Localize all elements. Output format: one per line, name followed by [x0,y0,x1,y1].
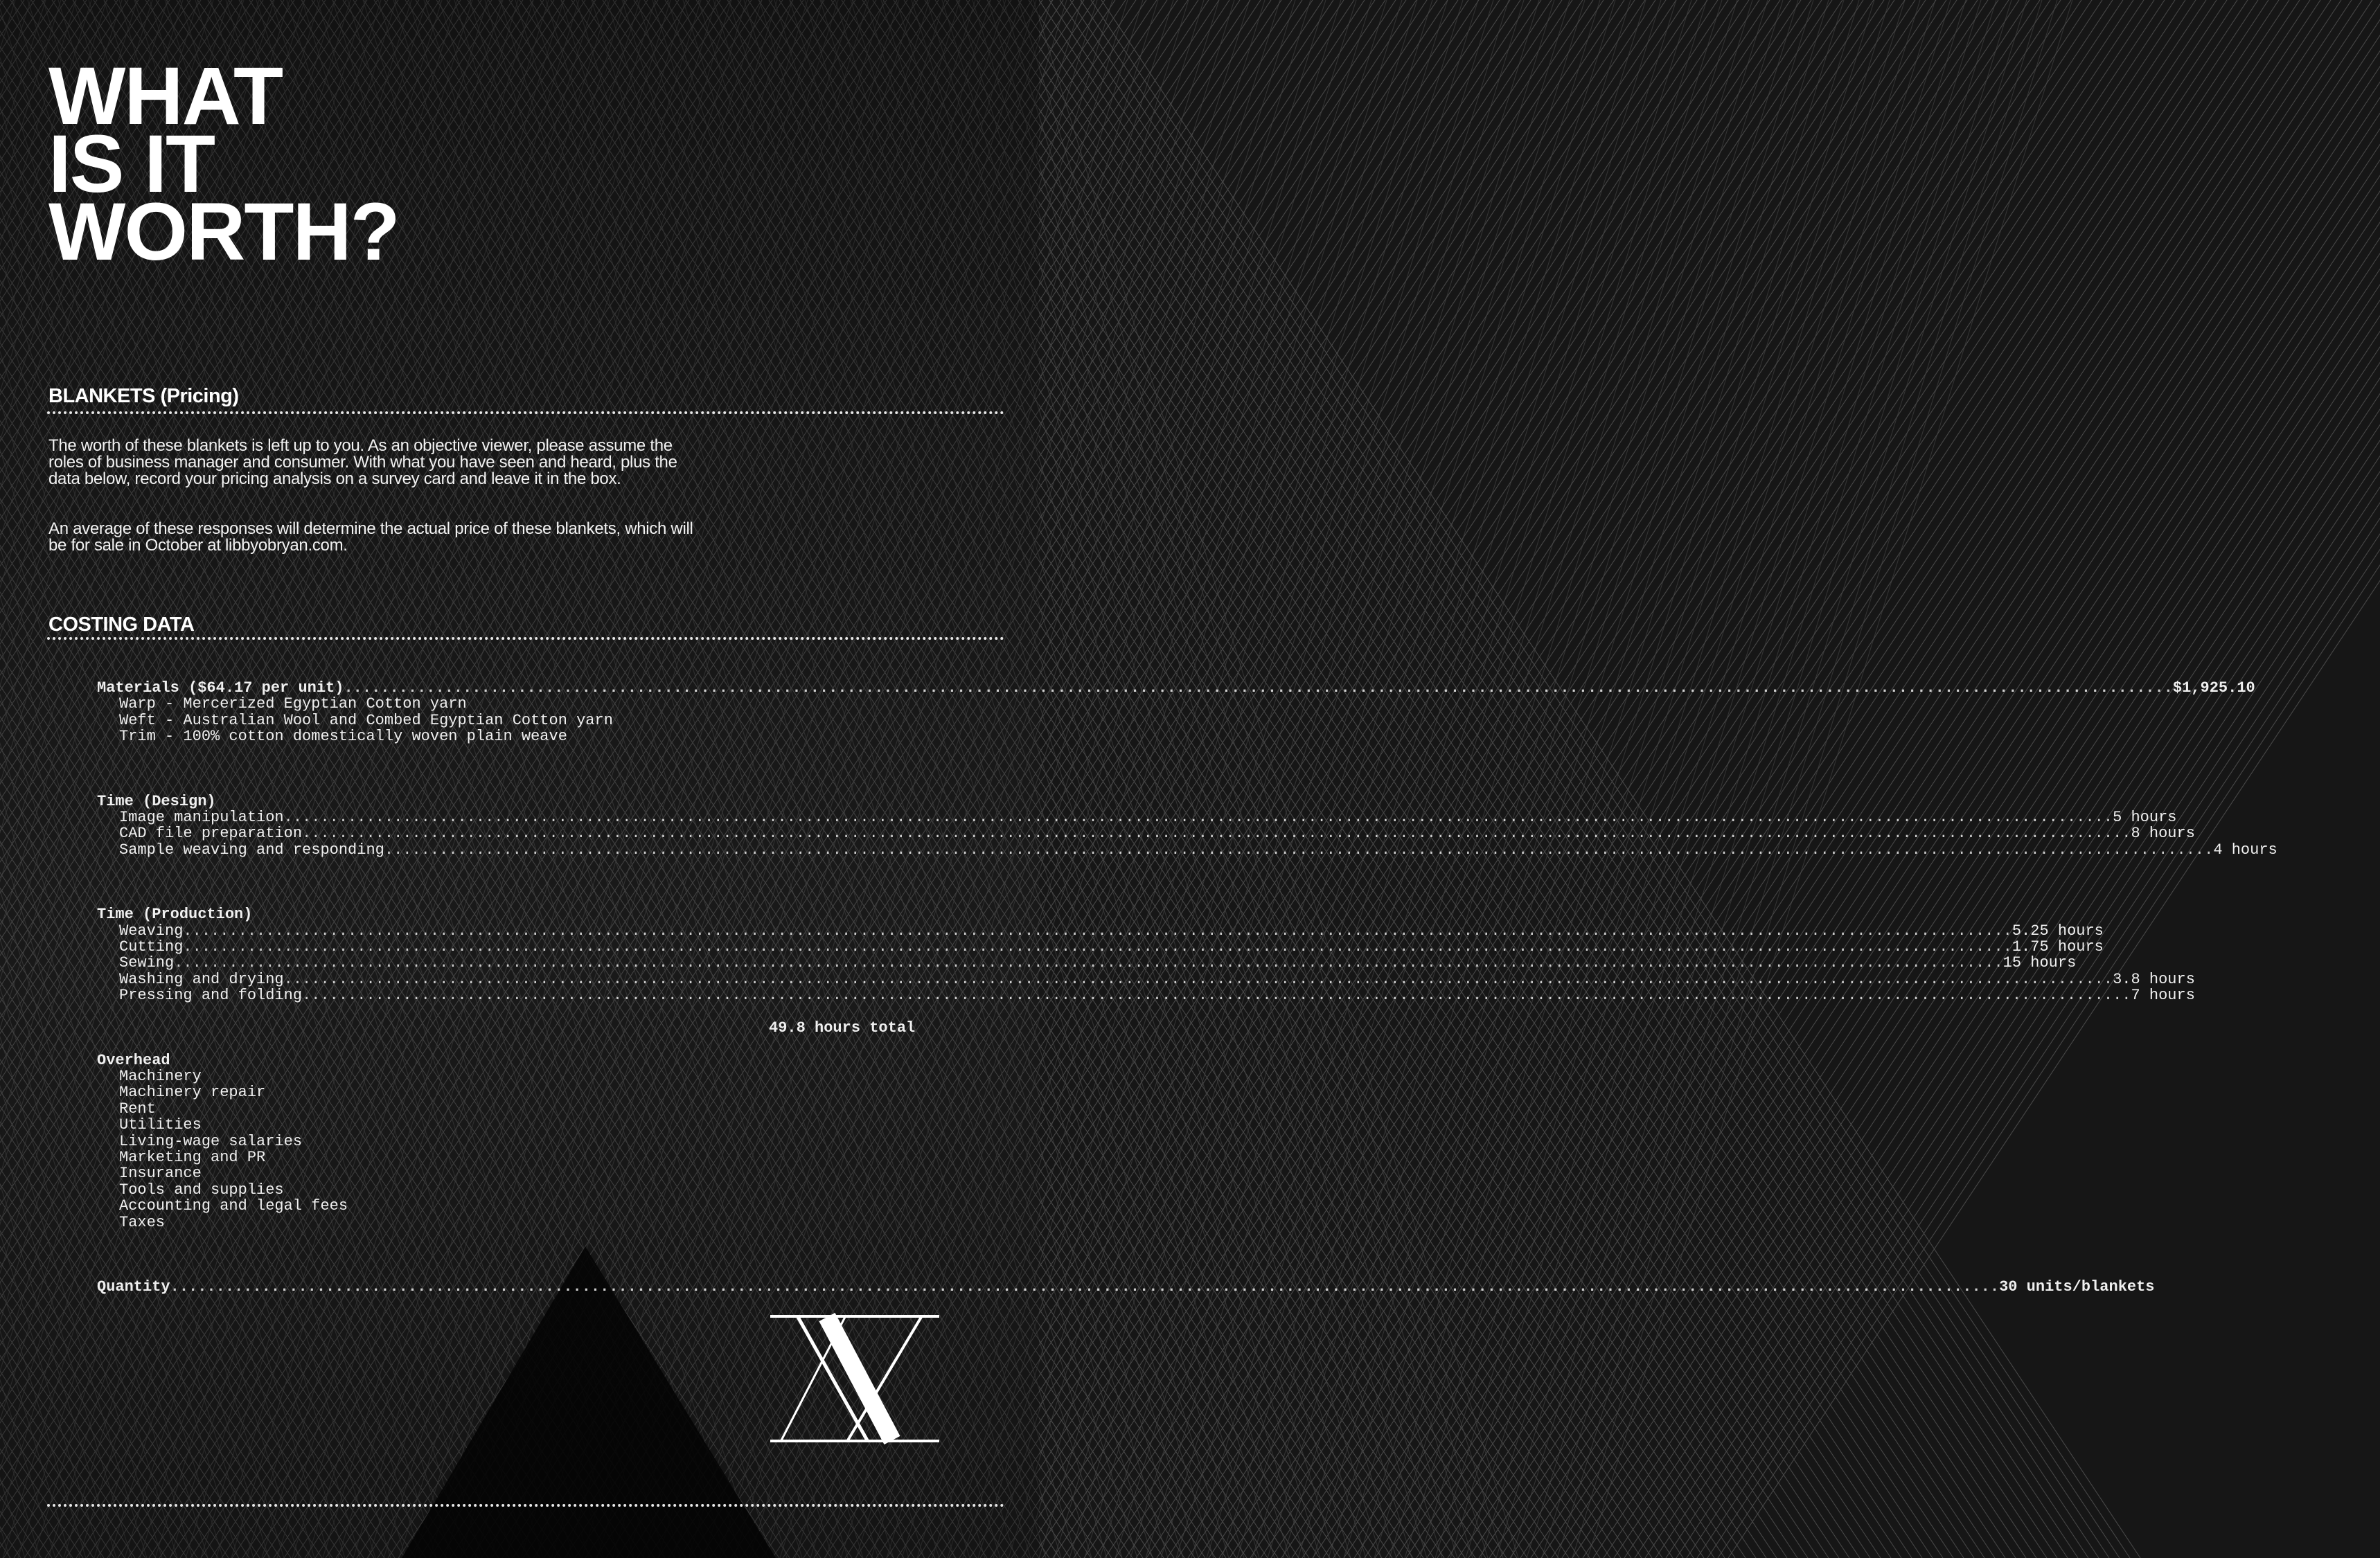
row-label: Washing and drying [119,970,284,988]
pricing-title: BLANKETS (Pricing) [48,385,239,407]
overhead-group [97,1053,970,1230]
materials-item: Warp - Mercerized Egyptian Cotton yarn [119,695,467,713]
overhead-item: Living-wage salaries [119,1132,303,1150]
materials-item: Weft - Australian Wool and Combed Egyptian Cotton yarn [119,711,613,729]
row-value: 15 hours [2002,954,2077,972]
row-label: Cutting [119,938,184,956]
leader-dots: ........................................................................................................................................................................................................ [174,954,2003,972]
leader-dots: ........................................................................................................................................................................................................ [183,922,2012,940]
pricing-paragraph-2: An average of these responses will determine the actual price of these blankets, which will be for sale in October at libbyobryan.com. [48,519,693,555]
footer-divider [47,1504,1004,1507]
overhead-item: Machinery repair [119,1084,266,1102]
costing-title: COSTING DATA [48,614,195,636]
leader-dots: ........................................................................................................................................................................................................ [344,679,2173,697]
leader-dots: ........................................................................................................................................................................................................ [384,841,2214,859]
row-label: Image manipulation [119,808,284,826]
time-design-row [97,825,2195,843]
overhead-item: Rent [119,1100,156,1118]
double-x-monogram-icon [770,1314,939,1443]
row-value: 7 hours [2131,987,2195,1005]
time-production-row [97,954,2077,972]
time-production-row [97,938,2104,956]
materials-item: Trim - 100% cotton domestically woven plain weave [119,728,567,746]
row-label: Sewing [119,954,175,972]
time-design-group [97,792,2277,859]
materials-value: $1,925.10 [2172,679,2255,697]
row-value: 5 hours [2113,808,2177,826]
overhead-item: Insurance [119,1165,202,1183]
overhead-item: Accounting and legal fees [119,1197,348,1215]
row-value: 8 hours [2131,825,2195,843]
time-production-row [97,987,2195,1005]
materials-group [97,679,2255,746]
headline [48,51,399,278]
time-production-row [97,970,2195,988]
costing-data [97,679,2277,1296]
quantity-label: Quantity [97,1278,170,1296]
headline-line-2: IS IT [48,118,215,210]
headline-line-3: WORTH? [48,186,399,278]
row-label: Weaving [119,922,184,940]
row-value: 1.75 hours [2012,938,2104,956]
costing-divider [47,637,1004,640]
row-label: Pressing and folding [119,987,303,1005]
overhead-item: Taxes [119,1213,166,1231]
time-design-row [97,808,2177,826]
time-design-row [97,841,2277,859]
time-production-row [97,922,2104,940]
leader-dots: ........................................................................................................................................................................................................ [283,808,2113,826]
leader-dots: ........................................................................................................................................................................................................ [302,825,2131,843]
row-label: CAD file preparation [119,825,303,843]
time-production-group [97,906,2195,1037]
overhead-item: Utilities [119,1116,202,1134]
headline-line-1: WHAT [48,51,283,142]
overhead-item: Machinery [119,1068,202,1086]
quantity-value: 30 units/blankets [1999,1278,2155,1296]
row-value: 3.8 hours [2113,970,2195,988]
leader-dots: ........................................................................................................................................................................................................ [302,987,2131,1005]
overhead-item: Marketing and PR [119,1148,266,1166]
materials-label: Materials ($64.17 per unit) [97,679,344,697]
row-label: Sample weaving and responding [119,841,384,859]
leader-dots: ........................................................................................................................................................................................................ [183,938,2012,956]
pricing-paragraph-1: The worth of these blankets is left up to you. As an objective viewer, please assume the roles of business manager and consumer. With what you have seen and heard, plus the data below, record your pricing analysis on a survey card and leave it in the box. [48,436,677,488]
row-value: 4 hours [2213,841,2277,859]
pricing-divider [47,411,1004,414]
quantity-row [97,1278,2155,1296]
time-production-label: Time (Production) [97,906,253,924]
overhead-label: Overhead [97,1051,170,1069]
leader-dots: ........................................................................................................................................................................................................ [170,1278,2000,1296]
production-total: 49.8 hours total [769,1019,916,1037]
overhead-item: Tools and supplies [119,1181,284,1199]
row-value: 5.25 hours [2012,922,2104,940]
materials-row [97,679,2255,697]
time-design-label: Time (Design) [97,792,216,810]
leader-dots: ........................................................................................................................................................................................................ [283,970,2113,988]
